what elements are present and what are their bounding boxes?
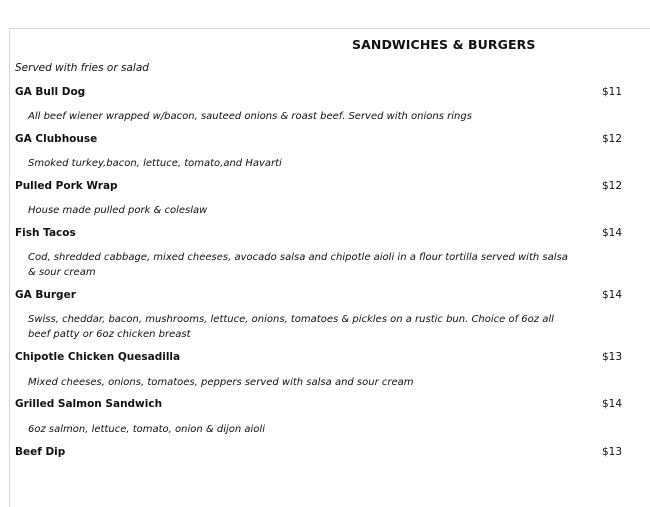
menu-item-description-chipotle-chicken-quesadilla: Mixed cheeses, onions, tomatoes, peppers served with salsa and sour cream bbox=[28, 377, 414, 388]
menu-item-description-grilled-salmon-sandwich: 6oz salmon, lettuce, tomato, onion & dijon aioli bbox=[28, 424, 265, 435]
menu-item-name-fish-tacos: Fish Tacos bbox=[15, 227, 76, 239]
menu-item-name-chipotle-chicken-quesadilla: Chipotle Chicken Quesadilla bbox=[15, 351, 181, 363]
menu-item-description-ga-burger: Swiss, cheddar, bacon, mushrooms, lettuce, onions, tomatoes & pickles on a rustic bun. Choice of 6oz all beef patty or 6oz chicken breast bbox=[28, 314, 554, 340]
menu-item-name-beef-dip: Beef Dip bbox=[15, 446, 66, 458]
menu-item-price-ga-clubhouse: $12 bbox=[601, 133, 622, 145]
menu-item-price-grilled-salmon-sandwich: $14 bbox=[601, 398, 622, 410]
menu-item-name-grilled-salmon-sandwich: Grilled Salmon Sandwich bbox=[15, 398, 163, 410]
menu-item-name-ga-clubhouse: GA Clubhouse bbox=[15, 133, 98, 145]
page-top-border bbox=[9, 28, 650, 29]
menu-item-description-ga-clubhouse: Smoked turkey,bacon, lettuce, tomato,and Havarti bbox=[28, 158, 282, 169]
menu-section-title: SANDWICHES & BURGERS bbox=[352, 37, 536, 52]
menu-item-price-chipotle-chicken-quesadilla: $13 bbox=[601, 351, 622, 363]
menu-item-price-pulled-pork-wrap: $12 bbox=[601, 180, 622, 192]
menu-item-description-ga-bull-dog: All beef wiener wrapped w/bacon, sauteed onions & roast beef. Served with onions rings bbox=[28, 111, 472, 122]
menu-item-name-ga-burger: GA Burger bbox=[15, 289, 76, 301]
menu-section-subtitle: Served with fries or salad bbox=[15, 62, 149, 74]
menu-item-price-beef-dip: $13 bbox=[601, 446, 622, 458]
menu-item-description-fish-tacos: Cod, shredded cabbage, mixed cheeses, avocado salsa and chipotle aioli in a flour tortilla served with salsa & sour cream bbox=[28, 252, 568, 278]
menu-item-price-ga-bull-dog: $11 bbox=[601, 86, 622, 98]
page-left-border bbox=[9, 28, 10, 507]
menu-item-price-fish-tacos: $14 bbox=[601, 227, 622, 239]
menu-item-description-pulled-pork-wrap: House made pulled pork & coleslaw bbox=[28, 205, 208, 216]
menu-item-price-ga-burger: $14 bbox=[601, 289, 622, 301]
menu-item-name-ga-bull-dog: GA Bull Dog bbox=[15, 86, 86, 98]
menu-item-name-pulled-pork-wrap: Pulled Pork Wrap bbox=[15, 180, 118, 192]
